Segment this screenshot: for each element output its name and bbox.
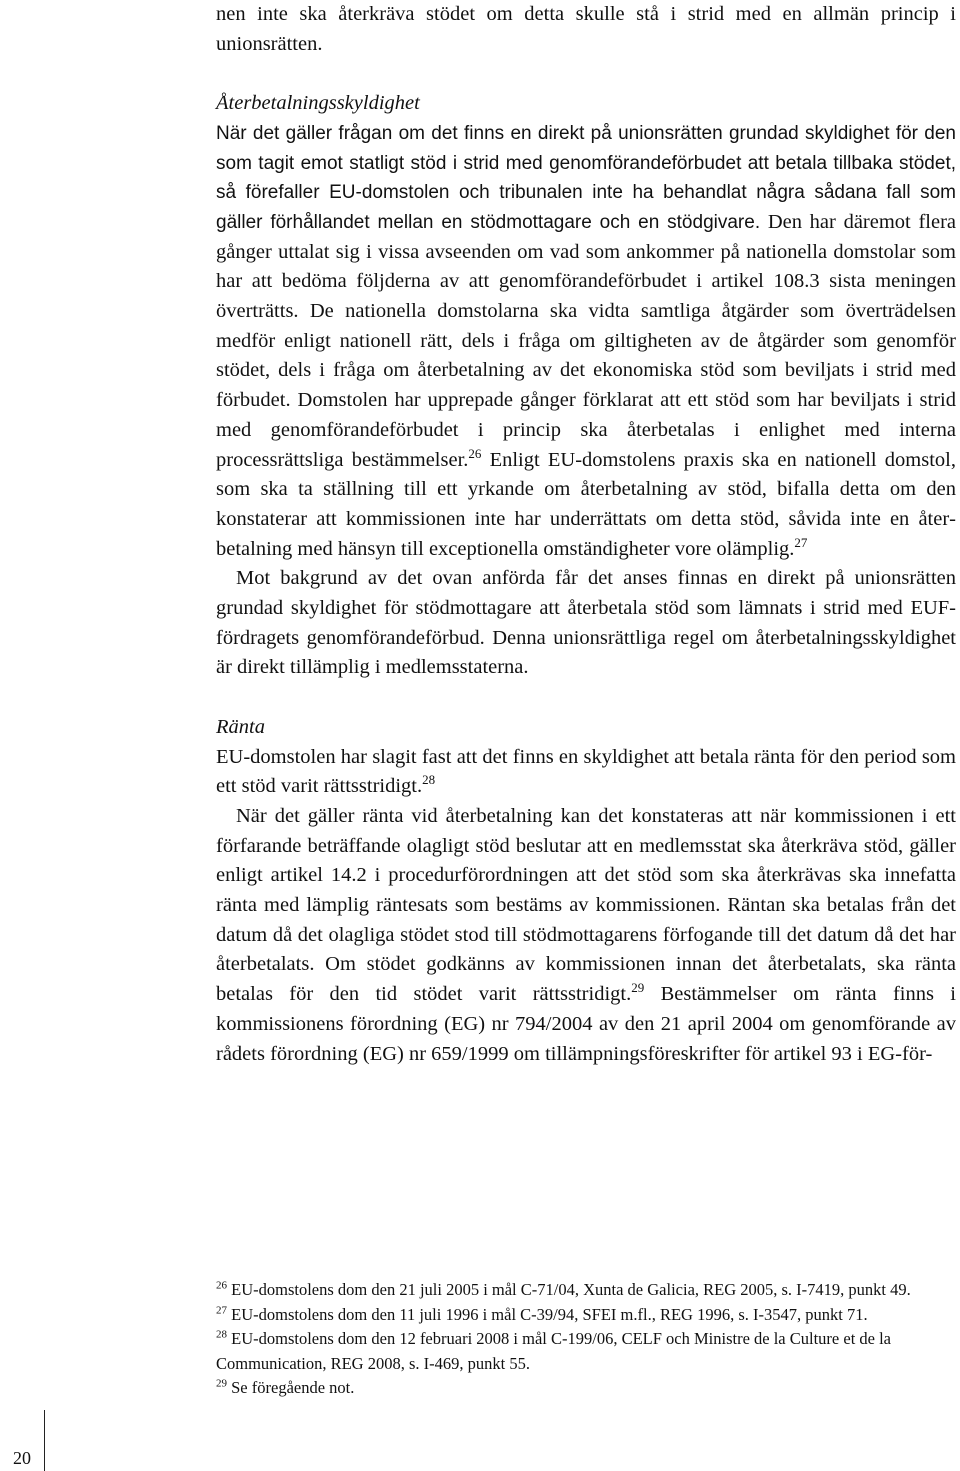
paragraph-ranta-2-text-a: När det gäller ränta vid återbetalning kan det konstateras att när kommissionen i ett förfarande beträffande olagligt stöd beslutar att en medlemsstat ska återkräva stöd, gäller enligt artikel 14.2 i procedurförordningen att det stöd som ska återkrävas ska innefatta ränta med lämplig räntesats som bestäms av kommissionen. Räntan ska betalas från det datum då det olagliga stödet stod till stödmottagarens förfogande till det datum då det har återbetalats. Om stödet godkänns av kommissionen innan det återbetalats, ska ränta betalas för den tid stödet varit rättsstridigt.: [216, 804, 956, 1006]
footnote-ref-28[interactable]: 28: [422, 772, 436, 788]
document-body: [216, 0, 956, 1069]
paragraph-segment-c: Enligt EU-domstolens praxis ska en nationell domstol, som ska ta ställning till ett yrkande om återbetalning av stöd, bifalla detta om den konstaterar att kommissionen inte har underrättats om detta stöd, såvida inte en återbetalning med hänsyn till exceptionella omständigheter vore olämplig.: [216, 448, 956, 560]
paragraph-sans-segment: När det gäller frågan om det finns en direkt på unionsrätten grundad skyldighet för den som tagit emot statligt stöd i strid med genomförandeförbudet att betala tillbaka stödet, så förefaller EU-domstolen och tribunalen inte ha behandlat några sådana fall som gäller förhållandet mellan en stödmottagare och en stödgivare.: [216, 122, 956, 233]
footnote-26: [216, 1278, 936, 1303]
footnote-ref-29[interactable]: 29: [631, 980, 645, 996]
footnote-29: [216, 1376, 936, 1401]
paragraph-ranta-1: [216, 743, 956, 802]
page-number: 20: [13, 1448, 31, 1468]
footnote-number: 26: [216, 1279, 227, 1292]
paragraph-segment-b: De nationella domstolarna ska vidta samtliga åtgärder som överträdelsen medför enligt nationell rätt, dels i fråga om giltigheten av de åtgärder som genomför stödet, dels i fråga om återbetalning av det ekonomiska stöd som beviljats i strid med förbudet. Domstolen har upprepade gånger förklarat att ett stöd som har beviljats i strid med genomförandeförbudet i princip ska återbetalas i enlighet med interna processrättsliga bestämmelser.: [216, 300, 956, 471]
footnote-text: Se föregående not.: [227, 1378, 355, 1397]
paragraph-aterbetalning-1: [216, 119, 956, 565]
footnotes: [216, 1278, 936, 1401]
footnote-27: [216, 1303, 936, 1328]
paragraph-segment-a: Den har däremot flera gånger uttalat sig i vissa avseenden om vad som ankommer på nationella domstolar som har att bedöma följderna av att genomförandeförbudet i artikel 108.3 sista meningen överträtts.: [216, 210, 956, 323]
footnote-number: 28: [216, 1328, 227, 1341]
footnote-number: 27: [216, 1304, 227, 1316]
footnote-ref-26[interactable]: 26: [468, 445, 482, 461]
paragraph-aterbetalning-2: Mot bakgrund av det ovan anförda får det anses finnas en direkt på unionsrätten grundad skyldighet för stödmottagare att återbetala stöd som lämnats i strid med EUF-fördragets genomförandeförbud. Denna unionsrättliga regel om återbetalningsskyldighet är direkt tillämplig i medlemsstaterna.: [216, 567, 956, 679]
paragraph-ranta-2: [216, 802, 956, 1069]
carryover-text: nen inte ska återkräva stödet om detta skulle stå i strid med en allmän princip i unionsrätten.: [216, 3, 956, 55]
footnote-ref-27[interactable]: 27: [794, 534, 808, 550]
section-heading-ranta: Ränta: [216, 715, 265, 738]
footnote-text: EU-domstolens dom den 21 juli 2005 i mål C-71/04, Xunta de Galicia, REG 2005, s. I-7419, punkt 49.: [227, 1280, 911, 1299]
footnote-text: EU-domstolens dom den 11 juli 1996 i mål C-39/94, SFEI m.fl., REG 1996, s. I-3547, punkt 71.: [227, 1304, 868, 1324]
paragraph-ranta-2-text-b: Bestämmelser om ränta finns i kommissionens förordning (EG) nr 794/2004 av den 21 april 2004 om genomförande av rådets förordning (EG) nr 659/1999 om tillämpningsföreskrifter för artikel 93 i EG-för-: [216, 983, 956, 1065]
footnote-number: 29: [216, 1377, 227, 1390]
paragraph-ranta-1-text: EU-domstolen har slagit fast att det finns en skyldighet att betala ränta för den period som ett stöd varit rättsstridigt.: [216, 745, 956, 798]
page-number-divider: [44, 1410, 45, 1471]
section-heading-aterbetalning: Återbetalningsskyldighet: [216, 92, 420, 115]
footnote-text: EU-domstolens dom den 12 februari 2008 i mål C-199/06, CELF och Ministre de la Culture et de la Communication, REG 2008, s. I-469, punkt 55.: [216, 1329, 892, 1373]
footnote-28: [216, 1327, 936, 1376]
